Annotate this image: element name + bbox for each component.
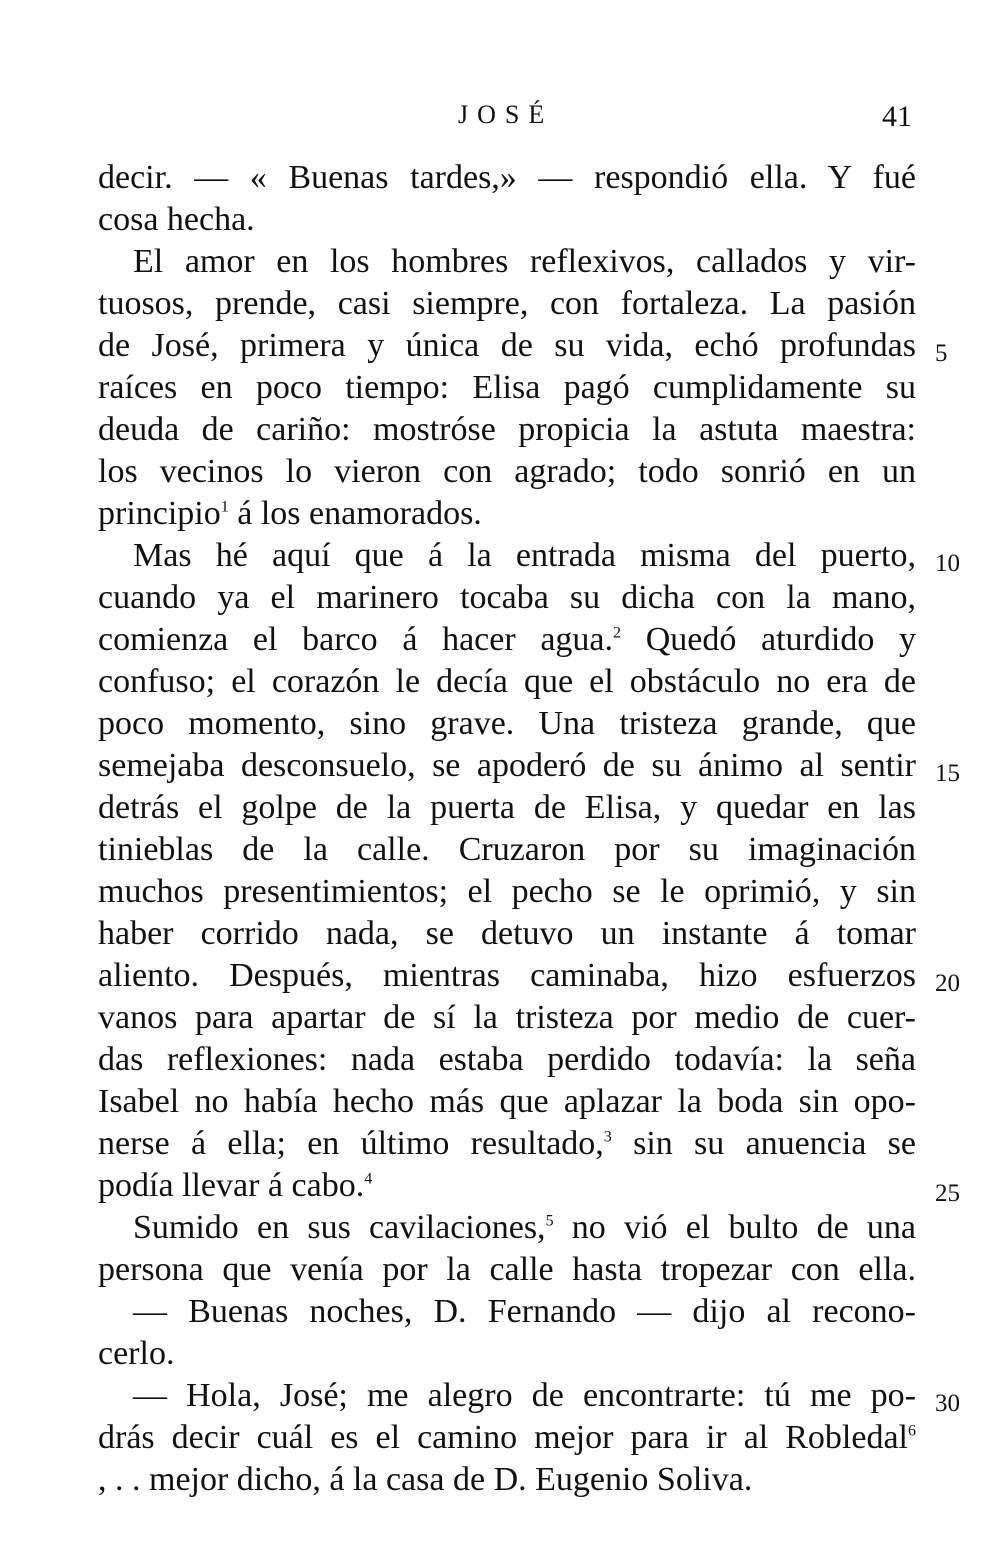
text-line: deuda de cariño: mostróse propicia la astuta maestra: [98, 411, 916, 448]
text-line: persona que venía por la calle hasta tropezar con ella. [98, 1251, 916, 1288]
text-line: principio$^1$ á los enamorados. [98, 495, 482, 532]
text-line: confuso; el corazón le decía que el obstáculo no era de [98, 663, 916, 700]
footnote-ref: 1 [220, 498, 229, 516]
text-line: cerlo. [98, 1335, 175, 1372]
line-number: 20 [935, 970, 960, 997]
running-title: JOSÉ [458, 100, 554, 129]
text-line: poco momento, sino grave. Una tristeza grande, que [98, 705, 916, 742]
text-line: vanos para apartar de sí la tristeza por medio de cuer- [98, 999, 916, 1036]
text-line: cosa hecha. [98, 201, 255, 238]
line-number: 5 [935, 340, 948, 367]
text-line: — Buenas noches, D. Fernando — dijo al recono- [133, 1293, 916, 1330]
text-line: drás decir cuál es el camino mejor para ir al Robledal$^6$ [98, 1419, 916, 1456]
text-line: Isabel no había hecho más que aplazar la boda sin opo- [98, 1083, 916, 1120]
line-number: 10 [935, 550, 960, 577]
footnote-ref: 3 [603, 1128, 612, 1146]
footnote-ref: 6 [908, 1422, 916, 1440]
footnote-ref: 2 [613, 624, 622, 642]
line-number: 30 [935, 1390, 960, 1417]
text-line: decir. — « Buenas tardes,» — respondió ella. Y fué [98, 159, 916, 196]
text-line: semejaba desconsuelo, se apoderó de su ánimo al sentir [98, 747, 916, 784]
text-line: El amor en los hombres reflexivos, callados y vir- [133, 243, 916, 280]
text-line: cuando ya el marinero tocaba su dicha con la mano, [98, 579, 916, 616]
text-line: raíces en poco tiempo: Elisa pagó cumplidamente su [98, 369, 916, 406]
text-line: nerse á ella; en último resultado,$^3$ sin su anuencia se [98, 1125, 916, 1162]
text-line: los vecinos lo vieron con agrado; todo sonrió en un [98, 453, 916, 490]
text-line: Sumido en sus cavilaciones,$^5$ no vió el bulto de una [133, 1209, 916, 1246]
footnote-ref: 4 [364, 1170, 373, 1188]
text-line: de José, primera y única de su vida, echó profundas [98, 327, 916, 364]
text-line: tuosos, prende, casi siempre, con fortaleza. La pasión [98, 285, 916, 322]
text-line: , . . mejor dicho, á la casa de D. Eugenio Soliva. [98, 1461, 753, 1498]
text-line: detrás el golpe de la puerta de Elisa, y quedar en las [98, 789, 916, 826]
footnote-ref: 5 [545, 1212, 554, 1230]
text-line: das reflexiones: nada estaba perdido todavía: la seña [98, 1041, 916, 1078]
page-number: 41 [882, 100, 912, 133]
line-number: 15 [935, 760, 960, 787]
text-line: aliento. Después, mientras caminaba, hizo esfuerzos [98, 957, 916, 994]
text-line: tinieblas de la calle. Cruzaron por su imaginación [98, 831, 916, 868]
text-line: haber corrido nada, se detuvo un instante á tomar [98, 915, 916, 952]
text-line: — Hola, José; me alegro de encontrarte: tú me po- [133, 1377, 916, 1414]
text-line: comienza el barco á hacer agua.$^2$ Quedó aturdido y [98, 621, 916, 658]
text-line: muchos presentimientos; el pecho se le oprimió, y sin [98, 873, 916, 910]
text-line: Mas hé aquí que á la entrada misma del puerto, [133, 537, 916, 574]
text-line: podía llevar á cabo.$^4$ [98, 1167, 373, 1204]
line-number: 25 [935, 1180, 960, 1207]
